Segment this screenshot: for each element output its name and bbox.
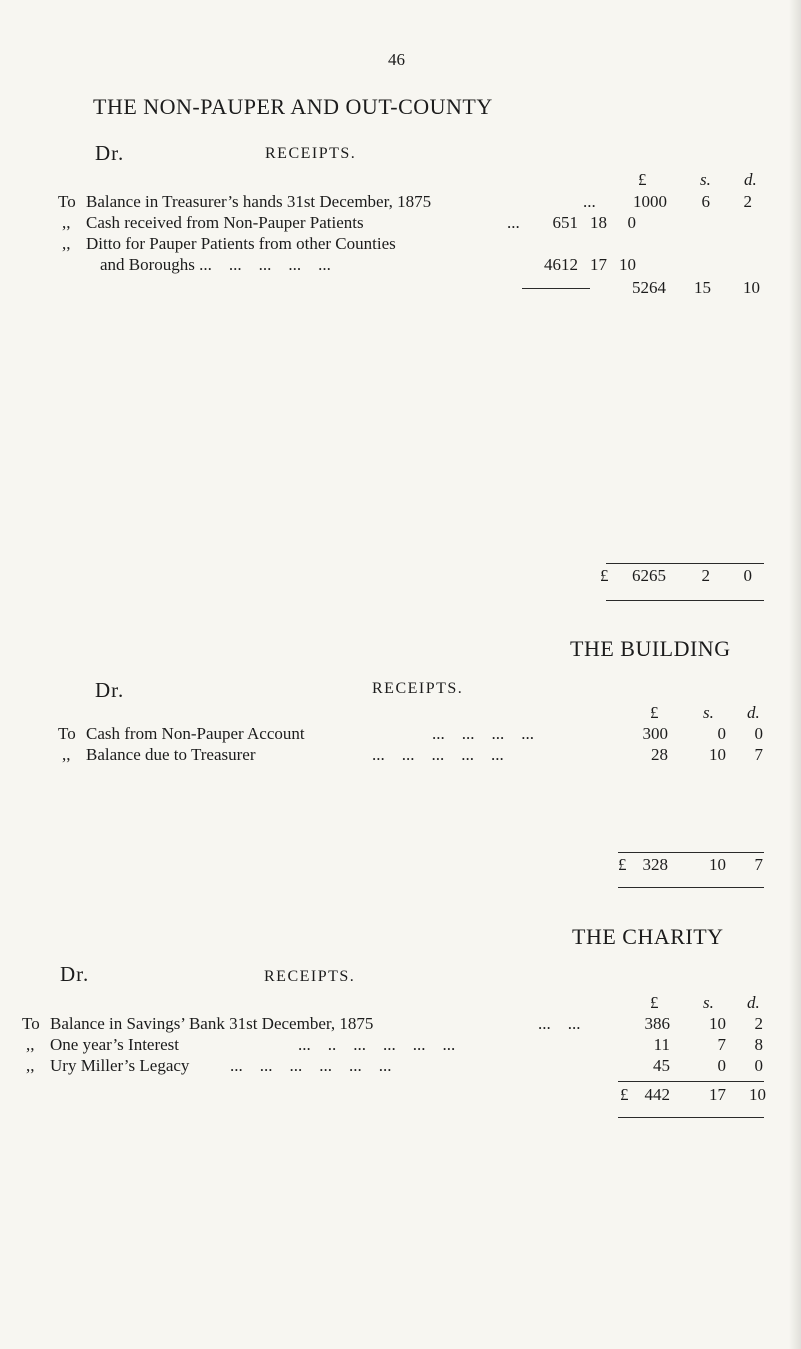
total-shillings: 10 (709, 855, 726, 874)
amount-pence: 2 (743, 192, 752, 211)
shillings-header: s. (700, 170, 711, 189)
line-text: Ury Miller’s Legacy (50, 1056, 190, 1075)
amount-shillings: 7 (717, 1035, 726, 1054)
leader-dots: ... (583, 192, 596, 211)
line-prefix: ,, (26, 1035, 35, 1054)
leader-dots: ... ... ... ... ... (372, 745, 504, 764)
line-prefix: To (58, 724, 76, 743)
amount-pence: 0 (754, 724, 763, 743)
total-shillings: 2 (701, 566, 710, 585)
amount-shillings: 10 (709, 745, 726, 764)
line-text-continuation: and Boroughs ... ... ... ... ... (100, 255, 331, 274)
total-currency: £ (618, 855, 627, 874)
amount-pence: 0 (754, 1056, 763, 1075)
subtotal-rule (522, 288, 590, 289)
section-heading: THE CHARITY (572, 924, 724, 949)
amount-pounds: 4612 (544, 255, 578, 274)
subtotal-pence: 10 (743, 278, 760, 297)
amount-pounds: 300 (642, 724, 668, 743)
dr-label: Dr. (60, 962, 90, 986)
leader-dots: ... ... ... ... (432, 724, 534, 743)
section-heading: THE BUILDING (570, 636, 731, 661)
shillings-header: s. (703, 993, 714, 1012)
amount-shillings: 6 (701, 192, 710, 211)
line-prefix: ,, (26, 1056, 35, 1075)
subtotal-shillings: 15 (694, 278, 711, 297)
line-text: Balance in Savings’ Bank 31st December, 1875 (50, 1014, 374, 1033)
pounds-header: £ (650, 993, 659, 1012)
amount-pounds: 386 (644, 1014, 670, 1033)
page-title: THE NON-PAUPER AND OUT-COUNTY (93, 94, 493, 119)
line-text: One year’s Interest (50, 1035, 180, 1054)
line-prefix: ,, (62, 213, 71, 232)
total-rule-top (618, 1081, 764, 1082)
line-prefix: ,, (62, 234, 71, 253)
leader-dots: ... (507, 213, 520, 232)
total-pounds: 442 (644, 1085, 670, 1104)
total-pence: 7 (754, 855, 763, 874)
amount-pence: 7 (754, 745, 763, 764)
total-rule-bottom (606, 600, 764, 601)
total-shillings: 17 (709, 1085, 726, 1104)
receipts-label: RECEIPTS. (265, 145, 357, 162)
pence-header: d. (744, 170, 757, 189)
total-currency: £ (620, 1085, 629, 1104)
line-text: Cash from Non-Pauper Account (86, 724, 305, 743)
amount-pounds: 45 (653, 1056, 670, 1075)
total-pounds: 6265 (632, 566, 666, 585)
total-rule-top (606, 563, 764, 564)
pence-header: d. (747, 993, 760, 1012)
amount-shillings: 10 (709, 1014, 726, 1033)
page-edge-shadow (789, 0, 801, 1349)
total-currency: £ (600, 566, 609, 585)
amount-pounds: 651 (552, 213, 578, 232)
total-rule-bottom (618, 1117, 764, 1118)
amount-pounds: 11 (653, 1035, 670, 1054)
receipts-label: RECEIPTS. (372, 680, 464, 697)
subtotal-pounds: 5264 (632, 278, 666, 297)
leader-dots: ... ... (538, 1014, 581, 1033)
line-prefix: To (22, 1014, 40, 1033)
total-pence: 10 (749, 1085, 766, 1104)
shillings-header: s. (703, 703, 714, 722)
amount-shillings: 18 (590, 213, 607, 232)
pounds-header: £ (638, 170, 647, 189)
leader-dots: ... .. ... ... ... ... (298, 1035, 456, 1054)
pence-header: d. (747, 703, 760, 722)
line-text: Cash received from Non-Pauper Patients (86, 213, 364, 232)
line-prefix: To (58, 192, 76, 211)
amount-pence: 8 (754, 1035, 763, 1054)
amount-shillings: 0 (717, 724, 726, 743)
amount-pounds: 1000 (633, 192, 667, 211)
amount-shillings: 17 (590, 255, 607, 274)
amount-shillings: 0 (717, 1056, 726, 1075)
receipts-label: RECEIPTS. (264, 968, 356, 985)
dr-label: Dr. (95, 678, 125, 702)
line-text: Ditto for Pauper Patients from other Counties (86, 234, 396, 253)
line-text: Balance due to Treasurer (86, 745, 256, 764)
total-pence: 0 (743, 566, 752, 585)
total-rule-top (618, 852, 764, 853)
leader-dots: ... ... ... ... ... ... (230, 1056, 392, 1075)
amount-pence: 2 (754, 1014, 763, 1033)
amount-pence: 10 (619, 255, 636, 274)
total-pounds: 328 (642, 855, 668, 874)
page-number: 46 (388, 50, 405, 69)
line-prefix: ,, (62, 745, 71, 764)
amount-pounds: 28 (651, 745, 668, 764)
line-text: Balance in Treasurer’s hands 31st December, 1875 (86, 192, 432, 211)
total-rule-bottom (618, 887, 764, 888)
amount-pence: 0 (627, 213, 636, 232)
pounds-header: £ (650, 703, 659, 722)
dr-label: Dr. (95, 141, 125, 165)
